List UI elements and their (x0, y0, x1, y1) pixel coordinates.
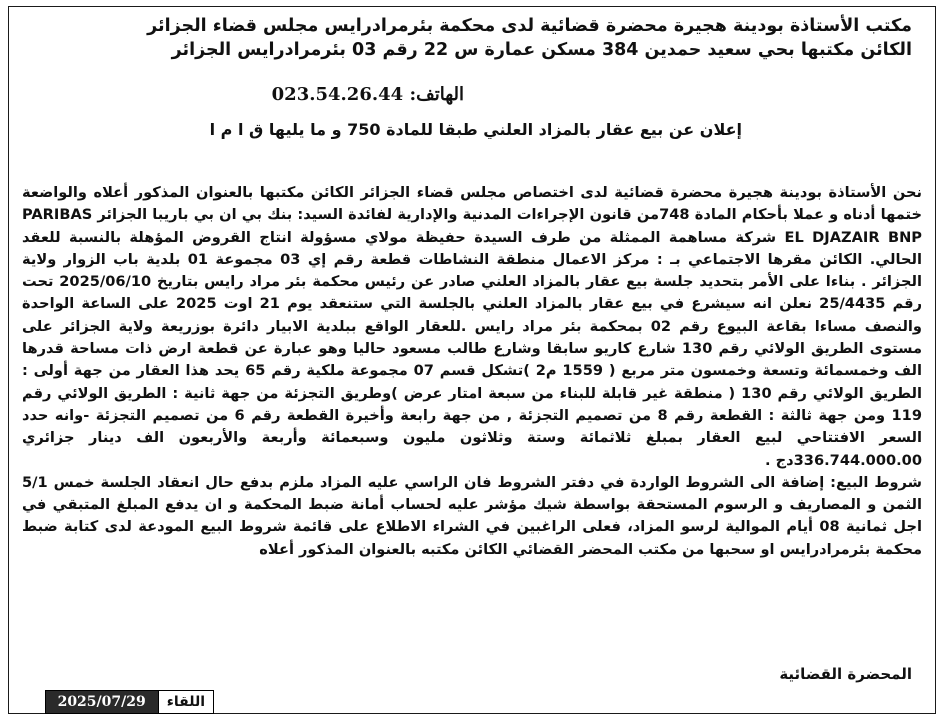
header-line-address: الكائن مكتبها بحي سعيد حمدين 384 مسكن عمارة س 22 رقم 03 بئرمرادرايس الجزائر (171, 40, 912, 60)
body-paragraph-conditions: شروط البيع: إضافة الى الشروط الواردة في دفتر الشروط فان الراسي عليه المزاد ملزم بدفع حال انعقاد الجلسة خمس 5/1 الثمن و المصاريف و الرسوم المستحقة بواسطة شيك مؤشر عليه لحساب أمانة ضبط المحكمة و ان يدفع المبلغ المتبقي في اجل ثمانية 08 أيام الموالية لرسو المزاد، فعلى الراغبين في الشراء الاطلاع على قائمة شروط البيع المودعة لدى كتابة ضبط محكمة بئرمرادرايس او سحبها من مكتب المحضر القضائي الكائن مكتبه بالعنوان المذكور أعلاه (22, 473, 922, 558)
header-phone: الهاتف: 023.54.26.44 (271, 84, 464, 105)
body-paragraph-main: نحن الأستاذة بودينة هجيرة محضرة قضائية لدى اختصاص مجلس قضاء الجزائر الكائن مكتبها بالعنوان المذكور أعلاه والواضعة ختمها أدناه و عملا بأحكام المادة 748من قانون الإجراءات المدنية والإدارية لفائدة السيد: بنك بي ان بي باريبا الجزائر PARIBAS EL DJAZAIR BNP شركة مساهمة الممثلة من طرف السيدة حفيظة مولاي مسؤولة انتاج القروض المؤهلة بالنسبة للعقد الحالي. الكائن مقرها الاجتماعي بـ : مركز الاعمال منطقة النشاطات قطعة رقم إي 03 مجموعة 01 بلدية باب الزوار ولاية الجزائر . بناءا على الأمر بتحديد جلسة بيع عقار بالمزاد العلني صادر عن رئيس محكمة بئر مراد رايس بتاريخ 2025/06/10 تحت رقم 25/4435 نعلن انه سيشرع في بيع عقار بالمزاد العلني بالجلسة التي ستنعقد يوم 21 اوت 2025 على الساعة الواحدة والنصف مساءا بقاعة البيوع رقم 02 بمحكمة بئر مراد رايس .للعقار الواقع ببلدية الابيار دائرة بوزريعة ولاية الجزائر على مستوى الطريق الولائي رقم 130 شارع كاريو سابقا وشارع طالب مسعود حاليا وهو عبارة عن قطعة ارض ذات مساحة قدرها الف وخمسمائة وتسعة وخمسون متر مربع ( 1559 م2 )تشكل قسم 07 مجموعة ملكية رقم 65 يحد هذا العقار من جهة أولى : الطريق الولائي رقم 130 ( منطقة غير قابلة للبناء من سبعة امتار عرض )وطريق التجزئة من جهة ثانية : الطريق الولائي رقم 119 ومن جهة ثالثة : القطعة رقم 8 من تصميم التجزئة , من جهة رابعة وأخيرة القطعة رقم 6 من تصميم التجزئة -وانه حدد السعر الافتتاحي لبيع العقار بمبلغ ثلاثمائة وستة وثلاثون مليون وسبعمائة وأربعة والأربعون الف دينار جزائري 336.744.000.00دج . (22, 184, 923, 469)
publication-footer (45, 690, 214, 714)
publication-date: 2025/07/29 (45, 690, 159, 714)
header-line-office: مكتب الأستاذة بودينة هجيرة محضرة قضائية لدى محكمة بئرمرادرايس مجلس قضاء الجزائر (147, 16, 912, 36)
announcement-body (22, 182, 922, 561)
newspaper-name: اللقاء (159, 690, 214, 714)
signature: المحضرة القضائية (779, 665, 912, 683)
office-header (42, 14, 912, 62)
announcement-title: إعلان عن بيع عقار بالمزاد العلني طبقا للمادة 750 و ما يليها ق ا م ا (209, 120, 742, 139)
